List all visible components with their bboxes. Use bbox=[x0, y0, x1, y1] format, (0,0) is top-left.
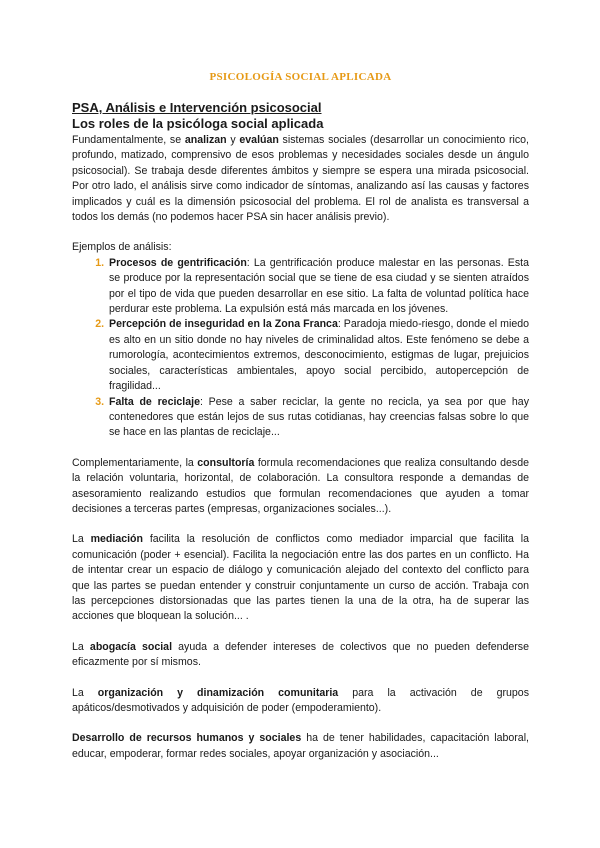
abogacia-paragraph: La abogacía social ayuda a defender intereses de colectivos que no pueden defenderse eficazmente por sí mismos. bbox=[72, 640, 529, 669]
rrhh-paragraph: Desarrollo de recursos humanos y sociales ha de tener habilidades, capacitación laboral, educar, empoderar, formar redes sociales, apoyar organización y asociación... bbox=[72, 732, 529, 760]
list-item: 2. Percepción de inseguridad en la Zona Franca: Paradoja miedo-riesgo, donde el miedo es alto en un sitio donde no hay niveles de criminalidad altos. Este fenómeno se debe a rumorología, acontecimientos extremos, desconocimiento, estigmas de lugar, prejuicios sociales, características ambientales, apoyo social percibido, autopercepción de fragilidad... bbox=[107, 317, 529, 394]
mediacion-paragraph: La mediación facilita la resolución de conflictos como mediador imparcial que facilita la comunicación (poder + esencial). Facilita la negociación entre las dos partes en un conflicto. Ha de intentar crear un espacio de diálogo y comunicación alejado del contexto del conflicto para que las partes se puedan entender y construir conjuntamente un curso de acción. Trabaja con las percepciones distorsionadas que las partes tienen la una de la otra, ha de superar las acciones que bloquean la solución... . bbox=[72, 533, 529, 623]
intro-paragraph: Fundamentalmente, se analizan y evalúan sistemas sociales (desarrollar un conocimiento rico, profundo, matizado, comprensivo de esos problemas y necesidades sociales desde un ángulo psicosocial). Se trabaja desde diferentes ámbitos y siempre se espera una mirada psicosocial. Por otro lado, el análisis sirve como indicador de síntomas, analizando así las causas y factores implicados y cuál es la dimensión psicosocial del problema. El rol de analista es transversal a todos los demás (no podemos hacer PSA sin hacer análisis previo). bbox=[72, 134, 529, 224]
examples-label: Ejemplos de análisis: bbox=[72, 241, 172, 254]
document-title: PSICOLOGÍA SOCIAL APLICADA bbox=[209, 71, 392, 83]
consultoria-paragraph: Complementariamente, la consultoría formula recomendaciones que realiza consultando desde la relación voluntaria, horizontal, de colaboración. La consultora responde a demandas de asesoramiento realizando estudios que formulan recomendaciones que ayuden a tomar decisiones a terceras partes (empresas, organizaciones sociales...). bbox=[72, 456, 529, 515]
keyword-evaluan: evalúan bbox=[239, 134, 279, 146]
list-item: 3. Falta de reciclaje: Pese a saber reciclar, la gente no recicla, ya sea por que hay contenedores que están lejos de sus rutas cotidianas, hay creencias falsas sobre lo que se hace en las plantas de reciclaje... bbox=[107, 395, 529, 441]
list-item: 1. Procesos de gentrificación: La gentrificación produce malestar en las personas. Esta se produce por la representación social que se tiene de esa ciudad y se sienten atraídos por el tipo de vida que pueden desarrollar en ese sitio. La falta de voluntad política hace perdurar este problema. La expulsión está más marcada en los jóvenes. bbox=[107, 256, 529, 318]
organizacion-paragraph: La organización y dinamización comunitaria para la activación de grupos apáticos/desmotivados y adquisición de poder (empoderamiento). bbox=[72, 686, 529, 714]
examples-list bbox=[72, 256, 529, 441]
subsection-heading: Los roles de la psicóloga social aplicada bbox=[72, 116, 324, 131]
keyword-analizan: analizan bbox=[184, 134, 227, 146]
section-heading: PSA, Análisis e Intervención psicosocial bbox=[72, 100, 322, 115]
